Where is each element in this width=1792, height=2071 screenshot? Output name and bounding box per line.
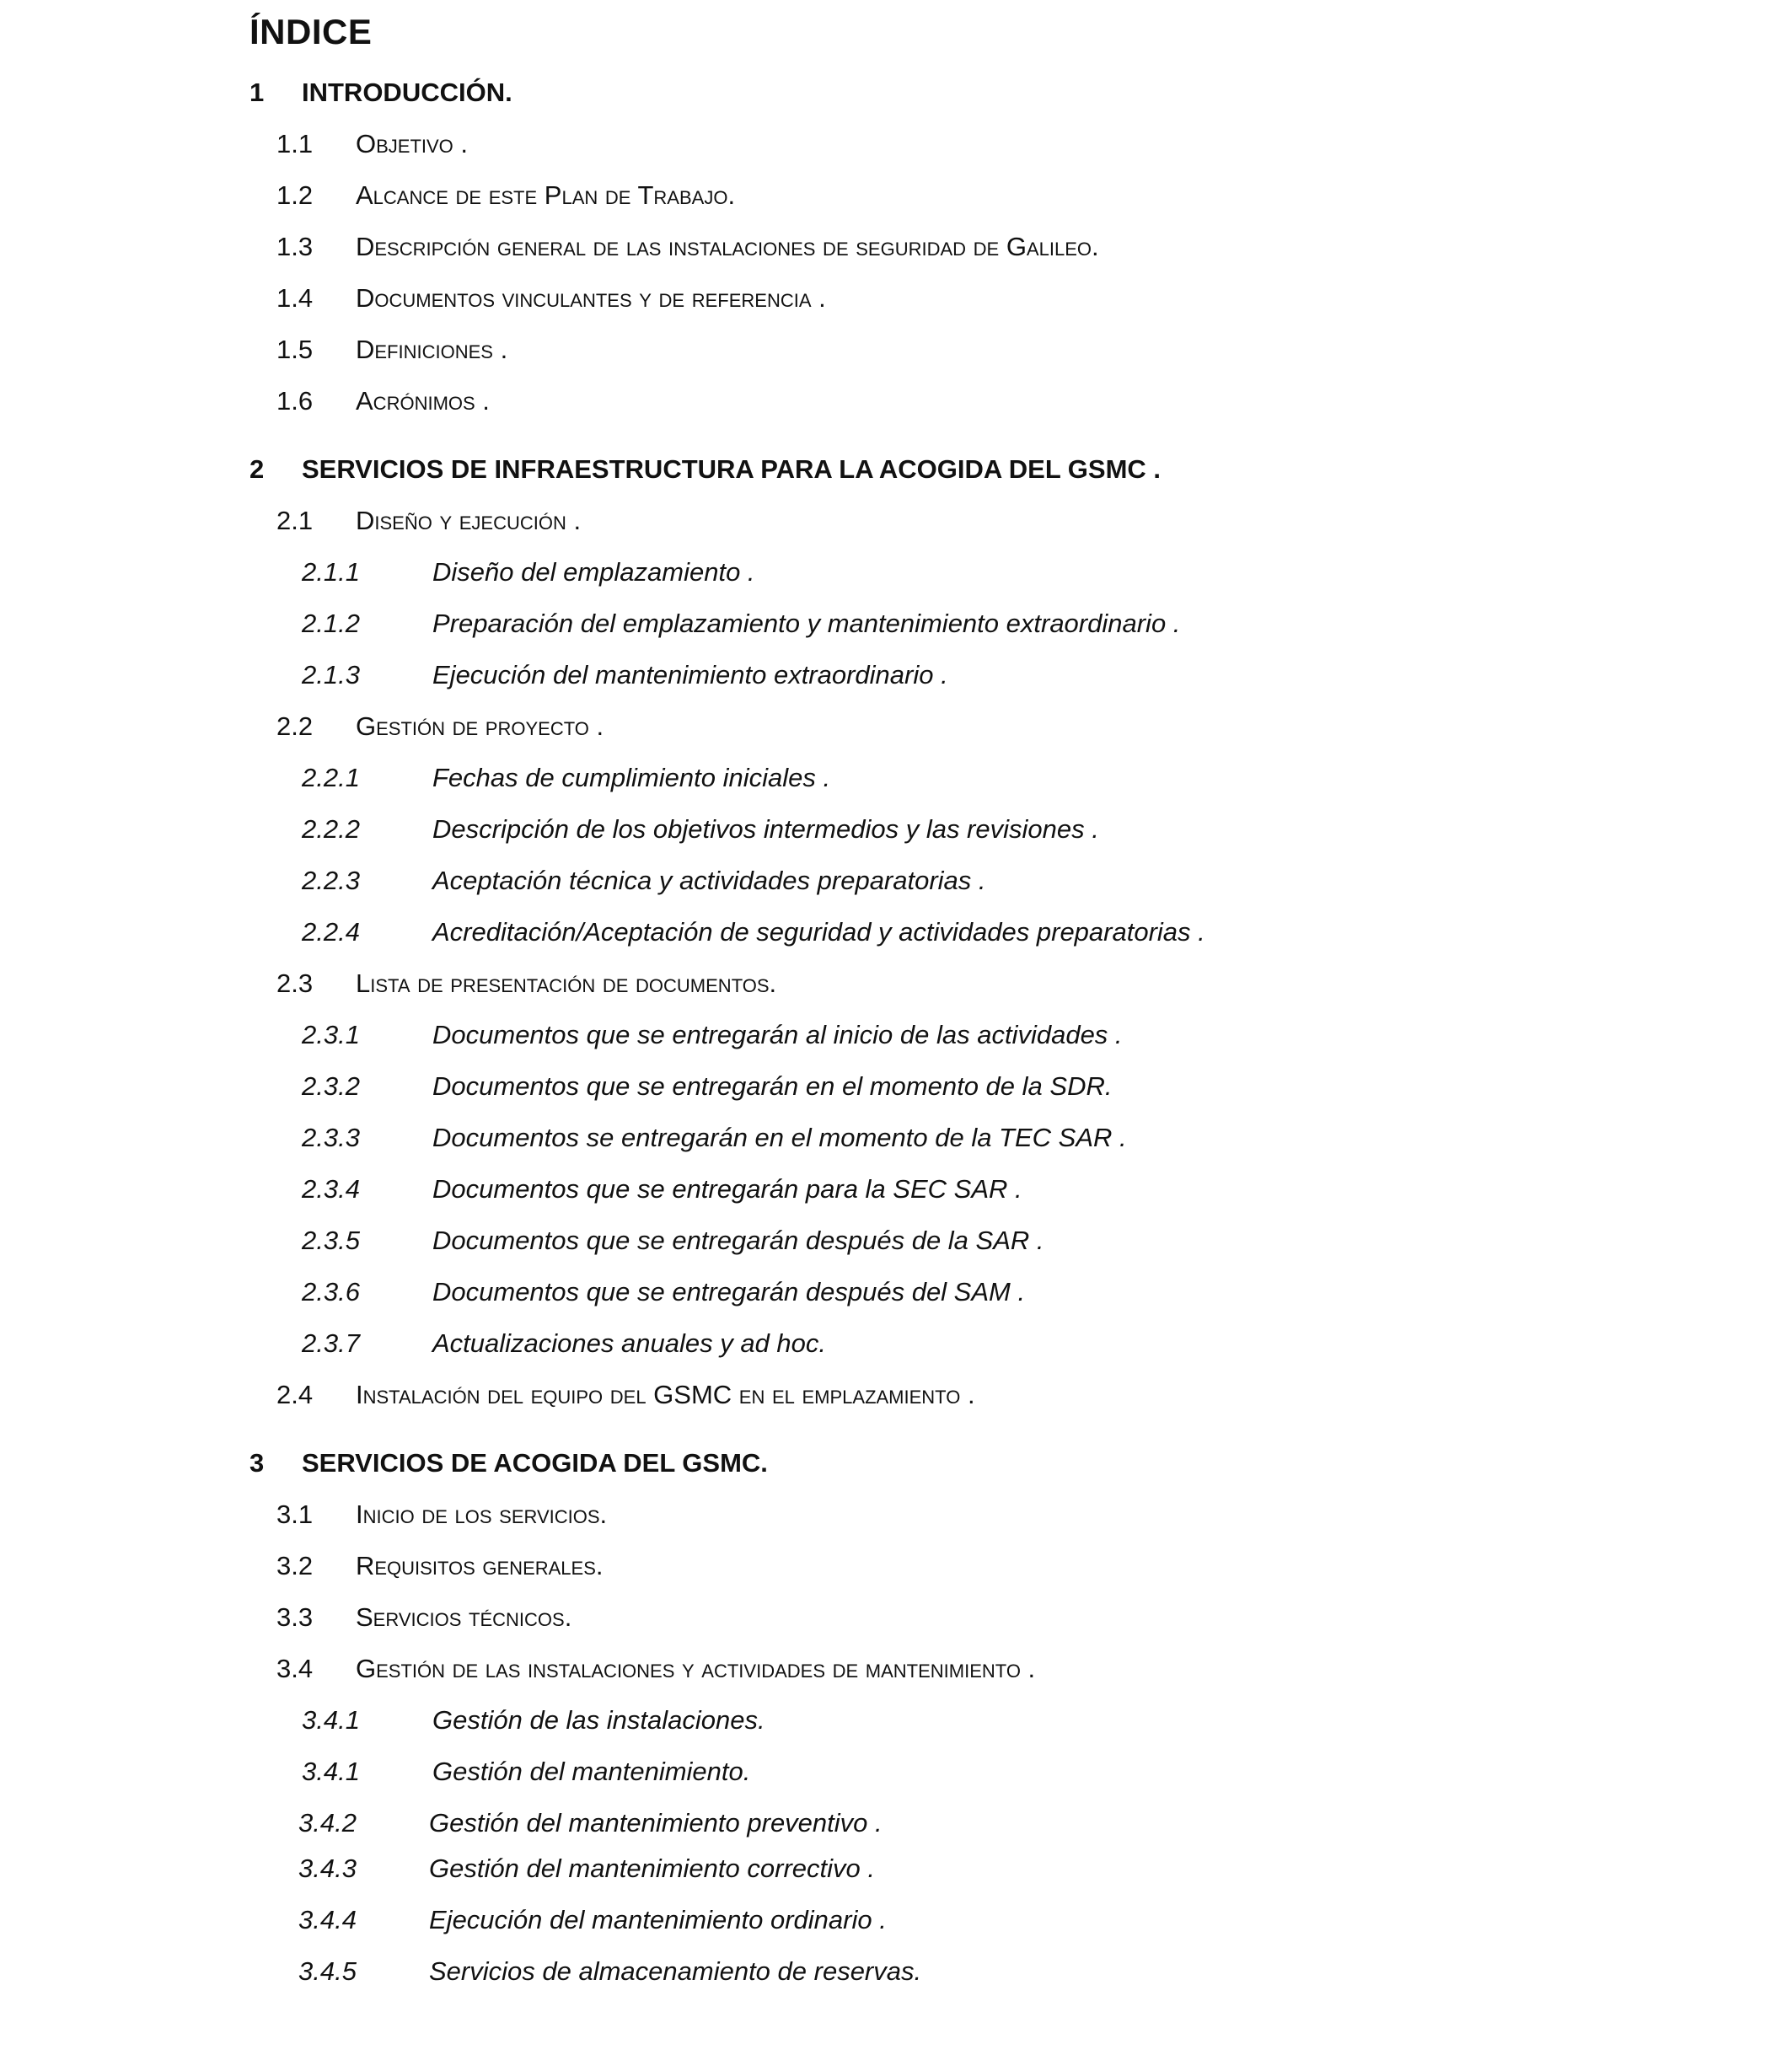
- toc-entry-text: Gestión del mantenimiento preventivo .: [429, 1808, 883, 1838]
- toc-entry-text: Gestión del mantenimiento.: [432, 1757, 751, 1786]
- toc-entry-text: Servicios técnicos.: [356, 1602, 572, 1632]
- toc-entry-number: 2.1.1: [302, 557, 360, 587]
- toc-entry-text: Instalación del equipo del GSMC en el emplazamiento .: [356, 1380, 975, 1409]
- toc-entry-number: 3.4.1: [302, 1705, 360, 1735]
- toc-entry-text: Alcance de este Plan de Trabajo.: [356, 180, 736, 210]
- toc-entry-number: 2.3.1: [302, 1020, 360, 1049]
- toc-entry-text: Documentos que se entregarán en el momento de la SDR.: [432, 1071, 1113, 1101]
- toc-entry-number: 3: [249, 1448, 265, 1478]
- toc-entry-number: 2.2.1: [302, 763, 360, 792]
- toc-entry-number: 2.1.3: [302, 660, 360, 689]
- toc-entry-number: 3.4.4: [298, 1905, 357, 1934]
- toc-entry-text: Requisitos generales.: [356, 1551, 604, 1580]
- toc-entry-number: 2.2.4: [302, 917, 360, 947]
- toc-entry-number: 2.3.5: [302, 1226, 360, 1255]
- toc-entry-text: Ejecución del mantenimiento extraordinario .: [432, 660, 948, 689]
- toc-entry-text: Documentos que se entregarán después de la SAR .: [432, 1226, 1044, 1255]
- toc-entry-text: Documentos que se entregarán al inicio de las actividades .: [432, 1020, 1123, 1049]
- toc-entry-number: 2.1.2: [302, 609, 360, 638]
- toc-entry-text: Fechas de cumplimiento iniciales .: [432, 763, 831, 792]
- toc-entry-text: Acreditación/Aceptación de seguridad y actividades preparatorias .: [432, 917, 1205, 947]
- toc-entry-text: Actualizaciones anuales y ad hoc.: [432, 1328, 827, 1358]
- toc-entry-number: 2: [249, 454, 265, 484]
- toc-entry-number: 3.2: [276, 1551, 314, 1580]
- toc-entry-number: 1.1: [276, 129, 314, 158]
- toc-entry-text: Acrónimos .: [356, 386, 490, 416]
- toc-entry-text: Documentos que se entregarán para la SEC SAR .: [432, 1174, 1022, 1204]
- toc-entry-number: 2.3: [276, 968, 314, 998]
- toc-entry-text: Ejecución del mantenimiento ordinario .: [429, 1905, 887, 1934]
- toc-entry-text: Objetivo .: [356, 129, 469, 158]
- toc-entry-number: 2.2: [276, 711, 314, 741]
- toc-entry-text: Gestión de las instalaciones.: [432, 1705, 765, 1735]
- toc-entry-number: 1.2: [276, 180, 314, 210]
- toc-entry-text: Aceptación técnica y actividades preparatorias .: [432, 866, 986, 895]
- toc-entry-text: SERVICIOS DE ACOGIDA DEL GSMC.: [302, 1448, 768, 1478]
- toc-entry-text: Lista de presentación de documentos.: [356, 968, 777, 998]
- toc-entry-number: 3.4.1: [302, 1757, 360, 1786]
- toc-entry-number: 1.4: [276, 283, 314, 313]
- toc-entry-text: Descripción general de las instalaciones de seguridad de Galileo.: [356, 232, 1099, 261]
- page-title: ÍNDICE: [249, 12, 373, 51]
- toc-entry-number: 3.4: [276, 1654, 314, 1683]
- toc-entry-text: Documentos vinculantes y de referencia .: [356, 283, 826, 313]
- toc-entry-text: Gestión de proyecto .: [356, 711, 604, 741]
- toc-entry-text: Documentos se entregarán en el momento de la TEC SAR .: [432, 1123, 1127, 1152]
- toc-entry-number: 2.3.2: [302, 1071, 360, 1101]
- toc-entry-text: INTRODUCCIÓN.: [302, 78, 512, 107]
- toc-entry-number: 2.3.4: [302, 1174, 360, 1204]
- toc-entry-number: 1.5: [276, 335, 314, 364]
- toc-entry-text: Gestión del mantenimiento correctivo .: [429, 1854, 875, 1883]
- toc-entry-text: Documentos que se entregarán después del SAM .: [432, 1277, 1026, 1306]
- toc-entry-number: 3.4.5: [298, 1956, 357, 1986]
- toc-entry-text: Definiciones .: [356, 335, 508, 364]
- toc-entry-number: 2.2.2: [302, 814, 360, 844]
- toc-entry-number: 3.4.3: [298, 1854, 357, 1883]
- toc-entry-number: 3.4.2: [298, 1808, 357, 1838]
- toc-entry-number: 1: [249, 78, 265, 107]
- toc-entry-number: 2.3.7: [302, 1328, 360, 1358]
- toc-entry-text: Diseño y ejecución .: [356, 506, 582, 535]
- toc-entry-text: Gestión de las instalaciones y actividades de mantenimiento .: [356, 1654, 1036, 1683]
- toc-entry-number: 2.4: [276, 1380, 314, 1409]
- toc-entry-text: Servicios de almacenamiento de reservas.: [429, 1956, 922, 1986]
- toc-entry-text: Diseño del emplazamiento .: [432, 557, 755, 587]
- toc-entry-number: 3.3: [276, 1602, 314, 1632]
- toc-entry-text: Preparación del emplazamiento y mantenimiento extraordinario .: [432, 609, 1181, 638]
- toc-entry-text: SERVICIOS DE INFRAESTRUCTURA PARA LA ACOGIDA DEL GSMC .: [302, 454, 1162, 484]
- toc-entry-number: 2.3.6: [302, 1277, 360, 1306]
- toc-entry-number: 2.2.3: [302, 866, 360, 895]
- toc-entry-text: Inicio de los servicios.: [356, 1500, 608, 1529]
- toc-entry-number: 1.6: [276, 386, 314, 416]
- toc-entry-number: 3.1: [276, 1500, 314, 1529]
- toc-entry-number: 2.1: [276, 506, 314, 535]
- toc-entry-number: 1.3: [276, 232, 314, 261]
- toc-entry-number: 2.3.3: [302, 1123, 360, 1152]
- toc-entry-text: Descripción de los objetivos intermedios y las revisiones .: [432, 814, 1099, 844]
